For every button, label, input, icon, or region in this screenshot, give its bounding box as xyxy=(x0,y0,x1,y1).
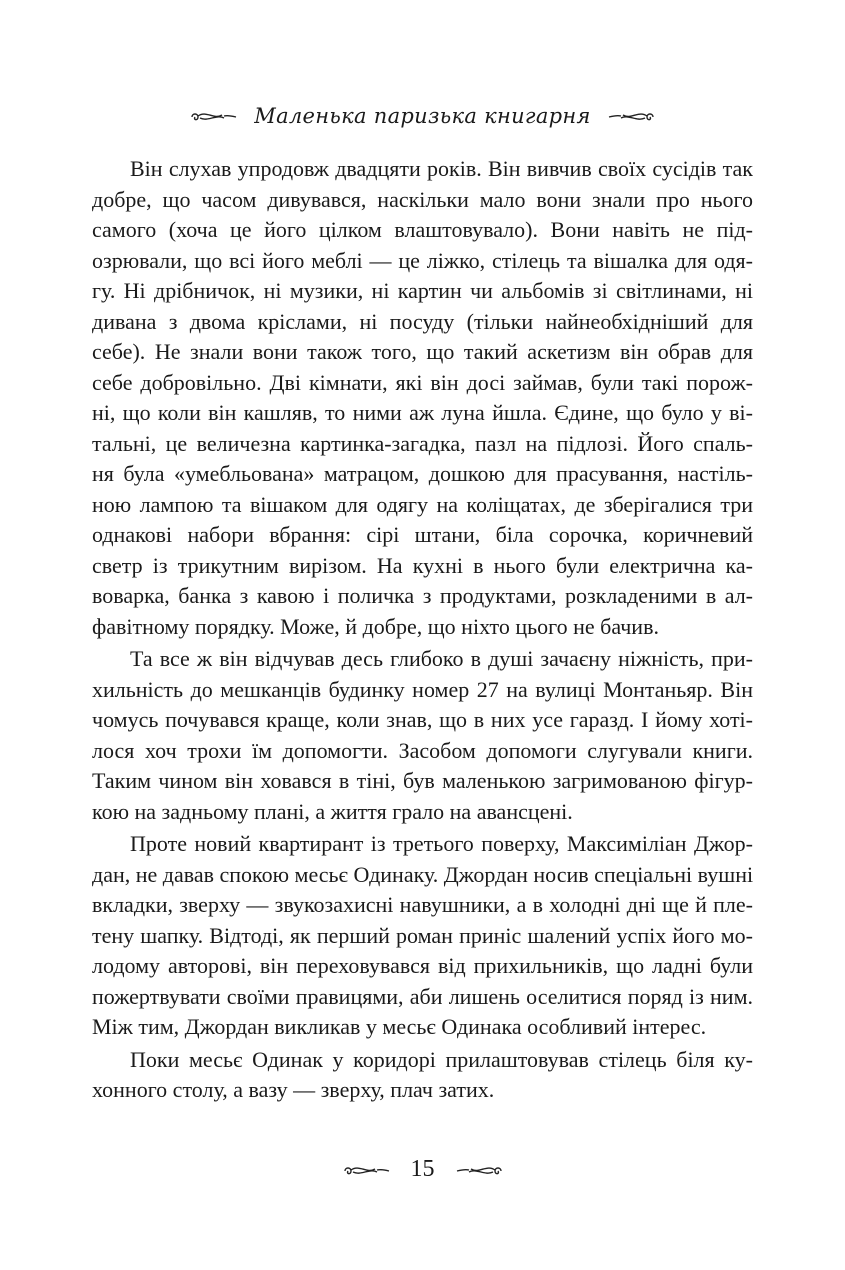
text-line: Між тим, Джордан викликав у месьє Одинака особливий інтерес. xyxy=(92,1014,707,1039)
text-line: вкладки, зверху — звукозахисні навушники, а в холодні дні ще й пле- xyxy=(92,892,753,917)
page-footer xyxy=(0,1156,845,1183)
text-line: ною лампою та вішаком для одягу на коліщатах, де зберігалися три xyxy=(92,491,753,517)
paragraph xyxy=(92,154,753,642)
flourish-left-icon xyxy=(341,1162,393,1178)
text-line: Поки месьє Одинак у коридорі прилаштовував стілець біля ку- xyxy=(130,1046,753,1072)
text-line: дивана з двома кріслами, ні посуду (тільки найнеобхідніший для xyxy=(92,308,753,334)
text-line: ня була «умебльована» матрацом, дошкою для прасування, настіль- xyxy=(92,461,753,486)
text-line: озрювали, що всі його меблі — це ліжко, стілець та вішалка для одя- xyxy=(92,247,753,273)
text-line: однакові набори вбрання: сірі штани, біла сорочка, коричневий xyxy=(92,522,753,547)
paragraph xyxy=(92,644,753,827)
page-body xyxy=(92,154,753,1106)
text-line: чомусь почувався краще, коли знав, що в них усе гаразд. І йому хоті- xyxy=(92,707,753,732)
paragraph xyxy=(92,829,753,1043)
book-title: Маленька паризька книгарня xyxy=(254,104,591,128)
text-line: пожертвувати своїми правицями, аби лишень оселитися поряд із ним. xyxy=(92,983,753,1009)
flourish-right-icon xyxy=(453,1162,505,1178)
text-line: фавітному порядку. Може, й добре, що ніхто цього не бачив. xyxy=(92,613,659,639)
flourish-right-icon xyxy=(605,108,657,124)
flourish-left-icon xyxy=(188,108,240,124)
text-line: тальні, це величезна картинка-загадка, пазл на підлозі. Його спаль- xyxy=(92,430,753,456)
text-line: ні, що коли він кашляв, то ними аж луна йшла. Єдине, що було у ві- xyxy=(92,400,753,425)
page-number: 15 xyxy=(410,1156,435,1182)
text-line: гу. Ні дрібничок, ні музики, ні картин чи альбомів зі світлинами, ні xyxy=(92,278,753,303)
text-line: лодому авторові, він переховувався від прихильників, що ладні були xyxy=(92,953,753,978)
text-line: дан, не давав спокою месьє Одинаку. Джордан носив спеціальні вушні xyxy=(92,861,754,887)
text-line: хильність до мешканців будинку номер 27 на вулиці Монтаньяр. Він xyxy=(92,676,753,702)
text-line: воварка, банка з кавою і поличка з продуктами, розкладеними в ал- xyxy=(92,583,753,608)
text-line: Та все ж він відчував десь глибоко в душі зачаєну ніжність, при- xyxy=(130,646,753,671)
text-line: себе). Не знали вони також того, що такий аскетизм він обрав для xyxy=(92,339,753,364)
text-line: Таким чином він ховався в тіні, був маленькою загримованою фігур- xyxy=(92,768,753,793)
text-line: добре, що часом дивувався, наскільки мало вони знали про нього xyxy=(92,186,753,212)
running-header xyxy=(0,104,845,128)
text-line: кою на задньому плані, а життя грало на авансцені. xyxy=(92,798,573,824)
text-line: светр із трикутним вирізом. На кухні в нього були електрична ка- xyxy=(92,552,753,578)
text-line: Він слухав упродовж двадцяти років. Він вивчив своїх сусідів так xyxy=(130,156,753,181)
text-line: хонного столу, а вазу — зверху, плач затих. xyxy=(92,1077,495,1102)
text-line: себе добровільно. Дві кімнати, які він досі займав, були такі порож- xyxy=(92,369,753,395)
text-line: тену шапку. Відтоді, як перший роман приніс шалений успіх його мо- xyxy=(92,922,753,948)
text-line: самого (хоча це його цілком влаштовувало). Вони навіть не під- xyxy=(92,217,753,242)
text-line: лося хоч трохи їм допомогти. Засобом допомоги слугували книги. xyxy=(92,737,753,763)
text-line: Проте новий квартирант із третього поверху, Максиміліан Джор- xyxy=(130,831,753,856)
paragraph xyxy=(92,1045,753,1106)
